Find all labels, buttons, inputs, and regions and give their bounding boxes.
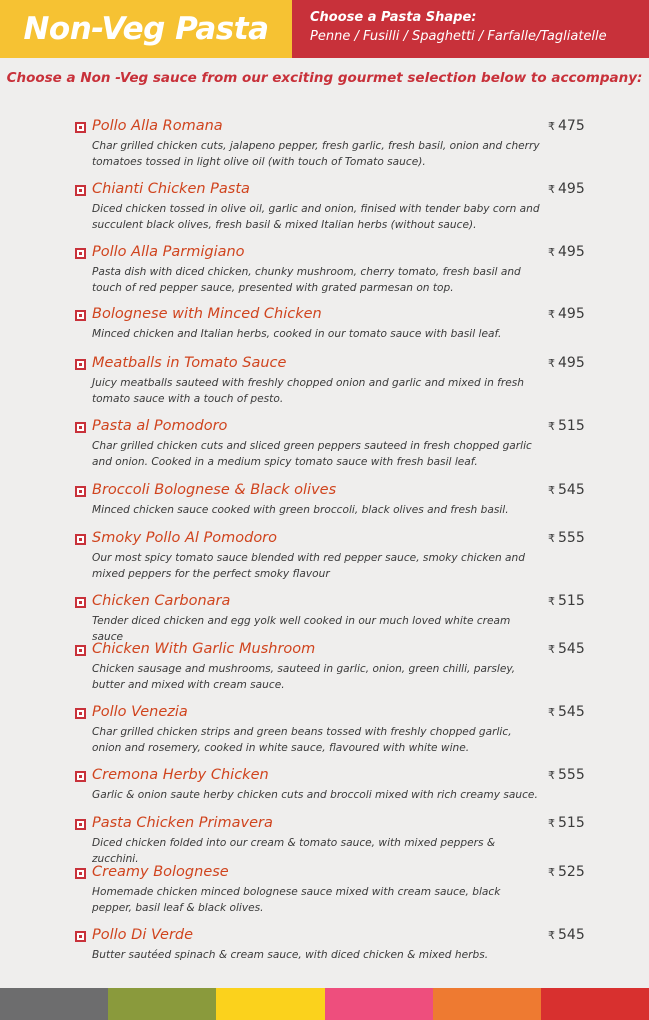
price-value: 515 (558, 815, 585, 831)
color-strip-segment (0, 988, 108, 1020)
menu-item-price (548, 530, 585, 546)
price-value: 515 (558, 593, 585, 609)
menu-item-price (548, 927, 585, 943)
rupee-icon: ₹ (548, 357, 555, 370)
color-strip-segment (541, 988, 649, 1020)
menu-item-name: Pasta Chicken Primavera (92, 815, 273, 831)
bullet-icon (75, 534, 86, 545)
price-value: 545 (558, 927, 585, 943)
rupee-icon: ₹ (548, 246, 555, 259)
price-value: 495 (558, 244, 585, 260)
rupee-icon: ₹ (548, 866, 555, 879)
header (0, 0, 649, 58)
price-value: 495 (558, 181, 585, 197)
bullet-icon (75, 819, 86, 830)
bullet-icon (75, 310, 86, 321)
price-value: 495 (558, 355, 585, 371)
menu-item-description: Minced chicken and Italian herbs, cooked in our tomato sauce with basil leaf. (92, 328, 502, 340)
rupee-icon: ₹ (548, 183, 555, 196)
price-value: 545 (558, 641, 585, 657)
menu-item-name: Bolognese with Minced Chicken (92, 306, 322, 322)
bullet-icon (75, 122, 86, 133)
menu-item-description: Juicy meatballs sauteed with freshly chopped onion and garlic and mixed in fresh tomato sauce with a touch of pesto. (92, 377, 525, 405)
menu-item-description: Pasta dish with diced chicken, chunky mushroom, cherry tomato, fresh basil and touch of red pepper sauce, presented with grated parmesan on top. (92, 266, 521, 294)
menu-item-description: Minced chicken sauce cooked with green broccoli, black olives and fresh basil. (92, 504, 509, 516)
rupee-icon: ₹ (548, 532, 555, 545)
menu-item-description: Butter sautéed spinach & cream sauce, with diced chicken & mixed herbs. (92, 949, 489, 961)
menu-item-price (548, 181, 585, 197)
menu-item-description: Our most spicy tomato sauce blended with red pepper sauce, smoky chicken and mixed peppers for the perfect smoky flavour (92, 552, 525, 580)
price-value: 495 (558, 306, 585, 322)
menu-item-description: Char grilled chicken strips and green beans tossed with freshly chopped garlic, onion and rosemery, cooked in white sauce, flavoured with white wine. (92, 726, 512, 754)
menu-item-name: Pollo Alla Parmigiano (92, 244, 245, 260)
color-strip-segment (325, 988, 433, 1020)
menu-item-name: Broccoli Bolognese & Black olives (92, 482, 337, 498)
menu-item-price (548, 418, 585, 434)
menu-item-description: Char grilled chicken cuts, jalapeno pepper, fresh garlic, fresh basil, onion and cherry tomatoes tossed in light olive oil (with touch of Tomato sauce). (92, 140, 540, 168)
menu-item-description: Diced chicken tossed in olive oil, garlic and onion, finised with tender baby corn and succulent black olives, fresh basil & mixed Italian herbs (without sauce). (92, 203, 540, 231)
color-strip-segment (108, 988, 216, 1020)
menu-item-description: Chicken sausage and mushrooms, sauteed in garlic, onion, green chilli, parsley, butter and mixed with cream sauce. (92, 663, 516, 691)
menu-item-name: Smoky Pollo Al Pomodoro (92, 530, 278, 546)
bullet-icon (75, 422, 86, 433)
menu-item-description: Homemade chicken minced bolognese sauce mixed with cream sauce, black pepper, basil leaf & black olives. (92, 886, 501, 914)
rupee-icon: ₹ (548, 706, 555, 719)
color-strip-segment (216, 988, 324, 1020)
price-value: 475 (558, 118, 585, 134)
page-title: Non-Veg Pasta (23, 11, 269, 47)
menu-item-price (548, 641, 585, 657)
rupee-icon: ₹ (548, 484, 555, 497)
price-value: 545 (558, 704, 585, 720)
menu-item-name: Cremona Herby Chicken (92, 767, 269, 783)
bullet-icon (75, 771, 86, 782)
menu-item-price (548, 482, 585, 498)
menu-item-price (548, 767, 585, 783)
menu-item-name: Creamy Bolognese (92, 864, 229, 880)
intro-text: Choose a Non -Veg sauce from our exciting gourmet selection below to accompany: (6, 70, 643, 86)
menu-item-name: Pollo Alla Romana (92, 118, 223, 134)
rupee-icon: ₹ (548, 120, 555, 133)
bullet-icon (75, 597, 86, 608)
rupee-icon: ₹ (548, 817, 555, 830)
menu-item-name: Chicken With Garlic Mushroom (92, 641, 316, 657)
rupee-icon: ₹ (548, 595, 555, 608)
menu-item-price (548, 815, 585, 831)
bullet-icon (75, 708, 86, 719)
bullet-icon (75, 185, 86, 196)
menu-item-description: Tender diced chicken and egg yolk well cooked in our much loved white cream sauce (92, 615, 511, 643)
menu-item-price (548, 355, 585, 371)
price-value: 515 (558, 418, 585, 434)
menu-item-description: Diced chicken folded into our cream & tomato sauce, with mixed peppers & zucchini. (92, 837, 496, 865)
color-strip (0, 988, 649, 1020)
menu-item-name: Chicken Carbonara (92, 593, 231, 609)
menu-item-description: Char grilled chicken cuts and sliced green peppers sauteed in fresh chopped garlic and onion. Cooked in a medium spicy tomato sauce with fresh basil leaf. (92, 440, 532, 468)
bullet-icon (75, 645, 86, 656)
pasta-shape-banner (292, 0, 649, 58)
menu-item-name: Pollo Di Verde (92, 927, 194, 943)
rupee-icon: ₹ (548, 308, 555, 321)
menu-item-name: Chianti Chicken Pasta (92, 181, 250, 197)
menu-item-price (548, 118, 585, 134)
price-value: 545 (558, 482, 585, 498)
color-strip-segment (433, 988, 541, 1020)
rupee-icon: ₹ (548, 420, 555, 433)
price-value: 555 (558, 530, 585, 546)
rupee-icon: ₹ (548, 769, 555, 782)
pasta-shape-options: Penne / Fusilli / Spaghetti / Farfalle/Tagliatelle (310, 29, 607, 44)
bullet-icon (75, 868, 86, 879)
menu-item-price (548, 704, 585, 720)
bullet-icon (75, 248, 86, 259)
menu-item-price (548, 244, 585, 260)
menu-item-price (548, 864, 585, 880)
menu-item-description: Garlic & onion saute herby chicken cuts and broccoli mixed with rich creamy sauce. (92, 789, 538, 801)
price-value: 525 (558, 864, 585, 880)
bullet-icon (75, 359, 86, 370)
rupee-icon: ₹ (548, 643, 555, 656)
pasta-shape-heading: Choose a Pasta Shape: (310, 10, 477, 25)
bullet-icon (75, 931, 86, 942)
menu-item-name: Pollo Venezia (92, 704, 188, 720)
price-value: 555 (558, 767, 585, 783)
menu-item-name: Meatballs in Tomato Sauce (92, 355, 287, 371)
menu-item-price (548, 593, 585, 609)
menu-item-name: Pasta al Pomodoro (92, 418, 228, 434)
bullet-icon (75, 486, 86, 497)
title-banner (0, 0, 292, 58)
menu-item-price (548, 306, 585, 322)
rupee-icon: ₹ (548, 929, 555, 942)
